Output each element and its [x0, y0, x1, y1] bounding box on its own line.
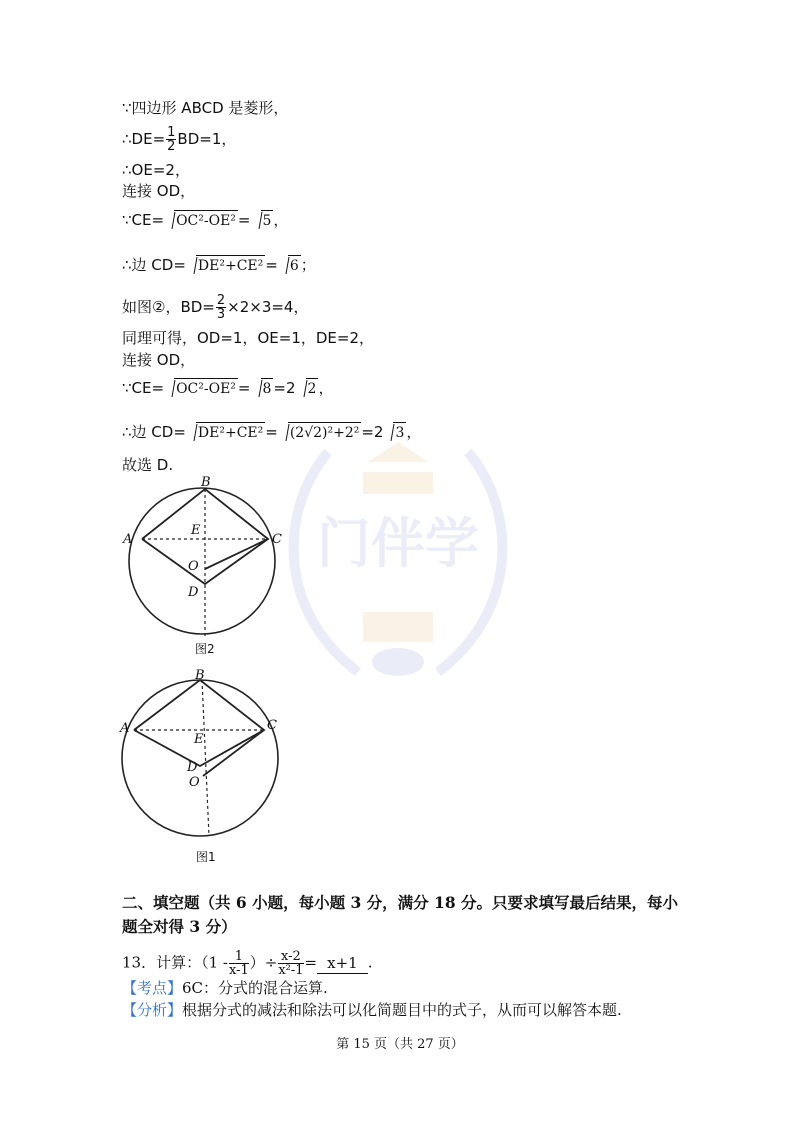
square-root: [252, 378, 274, 399]
radicand: OC²-OE²: [174, 210, 238, 231]
fraction: [229, 950, 249, 977]
text-segment: 13．计算：（1 -: [122, 953, 228, 972]
kaodian-text: 6C：分式的混合运算.: [182, 979, 328, 997]
text-segment: =2: [361, 423, 384, 441]
square-root: [279, 255, 301, 276]
square-root: [252, 210, 274, 231]
text-segment: ）÷: [249, 953, 278, 972]
text-segment: .: [367, 953, 373, 972]
solution-line-2: [122, 126, 236, 153]
text-segment: ，: [406, 423, 422, 441]
label-d: D: [187, 760, 198, 775]
figure-2-diagram: [115, 472, 290, 662]
answer-blank: x+1: [317, 953, 368, 974]
fenxi-text: 根据分式的减法和除法可以化简题目中的式子，从而可以解答本题.: [182, 1001, 622, 1019]
fraction-numerator: 2: [216, 293, 226, 308]
label-c: C: [272, 532, 282, 547]
watermark-logo: [268, 412, 528, 702]
radicand: OC²-OE²: [174, 378, 238, 399]
label-e: E: [194, 732, 204, 747]
square-root: [297, 378, 319, 399]
radicand: (2√2)²+2²: [288, 422, 362, 443]
figure-1-diagram: [112, 666, 287, 866]
circle: [129, 488, 275, 634]
text-segment: ，: [318, 379, 334, 397]
square-root: [187, 422, 265, 443]
label-d: D: [188, 585, 199, 600]
fraction: [216, 294, 226, 321]
text-segment: =: [265, 423, 278, 441]
solution-line-12: 故选 D.: [122, 456, 174, 474]
label-e: E: [191, 523, 201, 538]
text-segment: ∴边 CD=: [122, 423, 186, 441]
solution-line-11: [122, 422, 421, 443]
radicand: 8: [261, 378, 274, 399]
fraction-denominator: 3: [216, 307, 226, 322]
question-13: [122, 950, 372, 977]
fraction: [278, 950, 303, 977]
radicand: 6: [288, 255, 301, 276]
square-root: [165, 378, 238, 399]
fenxi-tag: 【分析】: [122, 1001, 183, 1019]
text-segment: =: [304, 953, 318, 972]
square-root: [187, 255, 265, 276]
text-segment: 如图②，BD=: [122, 298, 215, 316]
square-root: [384, 422, 406, 443]
solution-line-4: 连接 OD，: [122, 182, 196, 200]
text-segment: ∵CE=: [122, 379, 165, 397]
kaodian-tag: 【考点】: [122, 979, 183, 997]
fraction-denominator: x²-1: [278, 963, 304, 978]
text-segment: =: [265, 256, 278, 274]
text-segment: =: [237, 211, 251, 229]
solution-line-7: [122, 294, 308, 321]
label-o: O: [189, 775, 200, 790]
figure-caption: 图1: [196, 850, 216, 864]
radicand: 3: [393, 422, 406, 443]
solution-line-1: ∵四边形 ABCD 是菱形，: [122, 99, 289, 117]
fraction-numerator: 1: [229, 950, 249, 964]
radicand: DE²+CE²: [196, 422, 265, 443]
circle: [122, 680, 278, 836]
text-segment: =: [237, 379, 251, 397]
radicand: DE²+CE²: [196, 255, 265, 276]
segment-oc: [205, 539, 268, 569]
rhombus-abcd: [134, 680, 264, 766]
text-segment: ∴边 CD=: [122, 256, 186, 274]
solution-line-6: [122, 255, 316, 276]
fenxi-line: [122, 1000, 622, 1020]
diameter-bd: [202, 680, 209, 836]
label-c: C: [267, 718, 277, 733]
fraction-numerator: 1: [167, 125, 176, 140]
text-segment: ，: [273, 211, 289, 229]
figure-caption: 图2: [195, 642, 215, 656]
solution-line-5: [122, 210, 288, 231]
section-heading: 二、填空题（共 6 小题，每小题 3 分，满分 18 分。只要求填写最后结果，每小题全对得 3 分）: [122, 893, 679, 936]
solution-line-8: 同理可得，OD=1，OE=1，DE=2，: [122, 329, 375, 347]
segment-oc: [203, 730, 264, 776]
label-a: A: [120, 721, 130, 736]
solution-line-10: [122, 378, 333, 399]
page-footer: 第 15 页（共 27 页）: [336, 1037, 464, 1052]
label-b: B: [195, 668, 205, 683]
kaodian-line: [122, 978, 328, 998]
square-root: [279, 422, 362, 443]
label-b: B: [201, 475, 211, 490]
text-segment: =2: [273, 379, 296, 397]
radicand: 5: [261, 210, 274, 231]
text-segment: ∴DE=: [122, 130, 166, 148]
fraction-numerator: x-2: [278, 950, 303, 964]
label-a: A: [123, 532, 133, 547]
fraction-denominator: 2: [167, 139, 176, 154]
square-root: [165, 210, 238, 231]
fraction-denominator: x-1: [228, 963, 249, 978]
fraction: [166, 126, 176, 153]
watermark-text: 门伴学: [317, 512, 479, 575]
text-segment: ∵CE=: [122, 211, 165, 229]
solution-line-3: ∴OE=2，: [122, 161, 190, 179]
text-segment: ×2×3=4，: [227, 298, 309, 316]
label-o: O: [188, 559, 199, 574]
solution-line-9: 连接 OD，: [122, 351, 196, 369]
radicand: 2: [306, 378, 319, 399]
text-segment: ；: [300, 256, 316, 274]
text-segment: BD=1，: [177, 130, 237, 148]
